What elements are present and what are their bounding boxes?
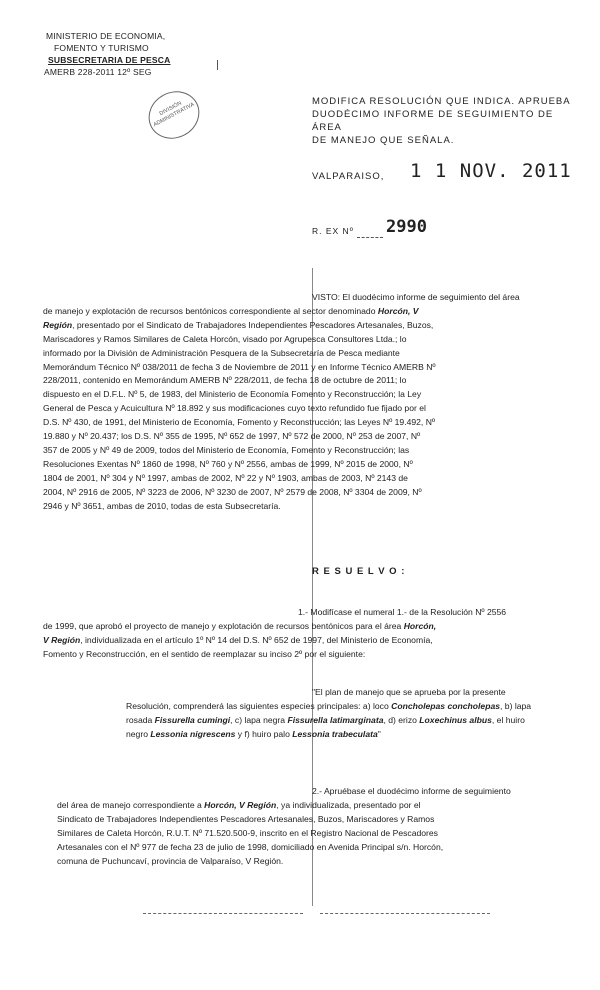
issue-date: 1 1 NOV. 2011 bbox=[410, 160, 572, 182]
visto-line: General de Pesca y Acuicultura Nº 18.892 y sus modificaciones cuyo texto refundido fue fijado por el bbox=[43, 403, 426, 414]
header-tick-mark bbox=[217, 60, 218, 70]
quote-line: Resolución, comprenderá las siguientes especies principales: a) loco Concholepas concholepas, b) lapa bbox=[126, 700, 532, 711]
item1-line: de 1999, que aprobó el proyecto de manejo y explotación de recursos bentónicos para el área Horcón, bbox=[43, 620, 437, 631]
visto-line: VISTO: El duodécimo informe de seguimiento del área bbox=[312, 292, 520, 302]
visto-line: 228/2011, contenido en Memorándum AMERB Nº 228/2011, de fecha 18 de octubre de 2011; lo bbox=[43, 375, 407, 386]
document-title bbox=[312, 95, 582, 147]
quote-line: negro Lessonia nigrescens y f) huiro palo Lessonia trabeculata" bbox=[126, 728, 381, 739]
visto-line: 1804 de 2001, Nº 304 y Nº 1997, ambas de 2002, Nº 22 y Nº 1903, ambas de 2003, Nº 2143 de bbox=[43, 472, 408, 483]
resolution-item-1 bbox=[43, 606, 583, 662]
visto-line: Región, presentado por el Sindicato de Trabajadores Independientes Pescadores Artesanales, Buzos, bbox=[43, 319, 434, 330]
resuelvo-heading: R E S U E L V O : bbox=[312, 566, 406, 577]
resolution-number: 2990 bbox=[386, 217, 427, 237]
item1-line: V Región, individualizada en el artículo 1º Nº 14 del D.S. Nº 652 de 1997, del Ministerio de Economía, bbox=[43, 634, 433, 645]
resolution-number-row bbox=[312, 216, 512, 240]
item2-line: del área de manejo correspondiente a Horcón, V Región, ya individualizada, presentado por el bbox=[57, 799, 421, 810]
quote-line: "El plan de manejo que se aprueba por la presente bbox=[312, 687, 506, 697]
resolution-label: R. EX Nº bbox=[312, 226, 354, 236]
visto-line: 2004, Nº 2916 de 2005, Nº 3223 de 2006, Nº 3230 de 2007, Nº 2579 de 2008, Nº 3304 de 2009, Nº bbox=[43, 486, 422, 497]
visto-line: 19.880 y Nº 20.437; los D.S. Nº 355 de 1995, Nº 652 de 1997, Nº 572 de 2000, Nº 253 de 2007, Nº bbox=[43, 431, 421, 442]
item2-line: 2.- Apruébase el duodécimo informe de seguimiento bbox=[312, 786, 511, 796]
bottom-rule-right bbox=[320, 913, 490, 915]
resolution-underline bbox=[357, 237, 383, 238]
visto-line: 2946 y Nº 3651, ambas de 2010, todas de esta Subsecretaría. bbox=[43, 500, 281, 511]
title-line-2: DUODÉCIMO INFORME DE SEGUIMIENTO DE ÁREA bbox=[312, 109, 554, 133]
visto-paragraph bbox=[43, 291, 583, 514]
visto-line: D.S. Nº 430, de 1991, del Ministerio de Economía, Fomento y Reconstrucción; las Leyes Nº 19.492, Nº bbox=[43, 417, 436, 428]
bottom-rule-left bbox=[143, 913, 303, 915]
stamp-text: DIVISIÓN ADMINISTRATIVA bbox=[152, 100, 196, 129]
resolution-item-2 bbox=[43, 785, 583, 868]
replacement-quote bbox=[126, 686, 583, 742]
visto-line: 357 de 2005 y Nº 49 de 2009, todos del Ministerio de Economía, Fomento y Reconstrucción; las bbox=[43, 444, 410, 455]
title-line-1: MODIFICA RESOLUCIÓN QUE INDICA. APRUEBA bbox=[312, 96, 571, 107]
visto-line: dispuesto en el D.F.L. Nº 5, de 1983, del Ministerio de Economía Fomento y Reconstrucción; la Ley bbox=[43, 389, 422, 400]
ministry-header bbox=[40, 30, 200, 78]
visto-line: informado por la División de Administración Pesquera de la Subsecretaría de Pesca mediante bbox=[43, 347, 400, 358]
title-line-3: DE MANEJO QUE SEÑALA. bbox=[312, 135, 455, 146]
visto-line: Resoluciones Exentas Nº 1860 de 1998, Nº 760 y Nº 2556, ambas de 1999, Nº 2015 de 2000, Nº bbox=[43, 458, 413, 469]
item2-line: Artesanales con el Nº 977 de fecha 23 de julio de 1998, domiciliado en Avenida Principal s/n. Horcón, bbox=[57, 841, 444, 852]
visto-line: Memorándum Técnico Nº 038/2011 de fecha 3 de Noviembre de 2011 y en Informe Técnico AMERB Nº bbox=[43, 361, 436, 372]
item2-line: Sindicato de Trabajadores Independientes Pescadores Artesanales, Buzos, Mariscadores y Ramos bbox=[57, 813, 435, 824]
item1-line: Fomento y Reconstrucción, en el sentido de reemplazar su inciso 2º por el siguiente: bbox=[43, 648, 366, 659]
item2-line: comuna de Puchuncaví, provincia de Valparaíso, V Región. bbox=[57, 855, 284, 866]
place-date-row bbox=[312, 160, 582, 188]
item2-line: Similares de Caleta Horcón, R.U.T. Nº 71.520.500-9, inscrito en el Registro Nacional de Pescadores bbox=[57, 827, 438, 838]
header-line-2: FOMENTO Y TURISMO bbox=[54, 43, 149, 53]
item1-line: 1.- Modifícase el numeral 1.- de la Resolución Nº 2556 bbox=[298, 607, 507, 617]
header-line-1: MINISTERIO DE ECONOMIA, bbox=[46, 31, 166, 41]
quote-line: rosada Fissurella cumingi, c) lapa negra Fissurella latimarginata, d) erizo Loxechinus albus, el huiro bbox=[126, 714, 525, 725]
header-line-3: SUBSECRETARIA DE PESCA bbox=[48, 55, 171, 65]
header-line-4: AMERB 228-2011 12º SEG bbox=[44, 67, 152, 77]
visto-line: Mariscadores y Ramos Similares de Caleta Horcón, visado por Agrupesca Consultores Ltda.; lo bbox=[43, 333, 407, 344]
division-stamp bbox=[140, 82, 208, 147]
visto-line: de manejo y explotación de recursos bentónicos correspondiente al sector denominado Horcón, V bbox=[43, 305, 419, 316]
place-label: VALPARAISO, bbox=[312, 171, 385, 182]
